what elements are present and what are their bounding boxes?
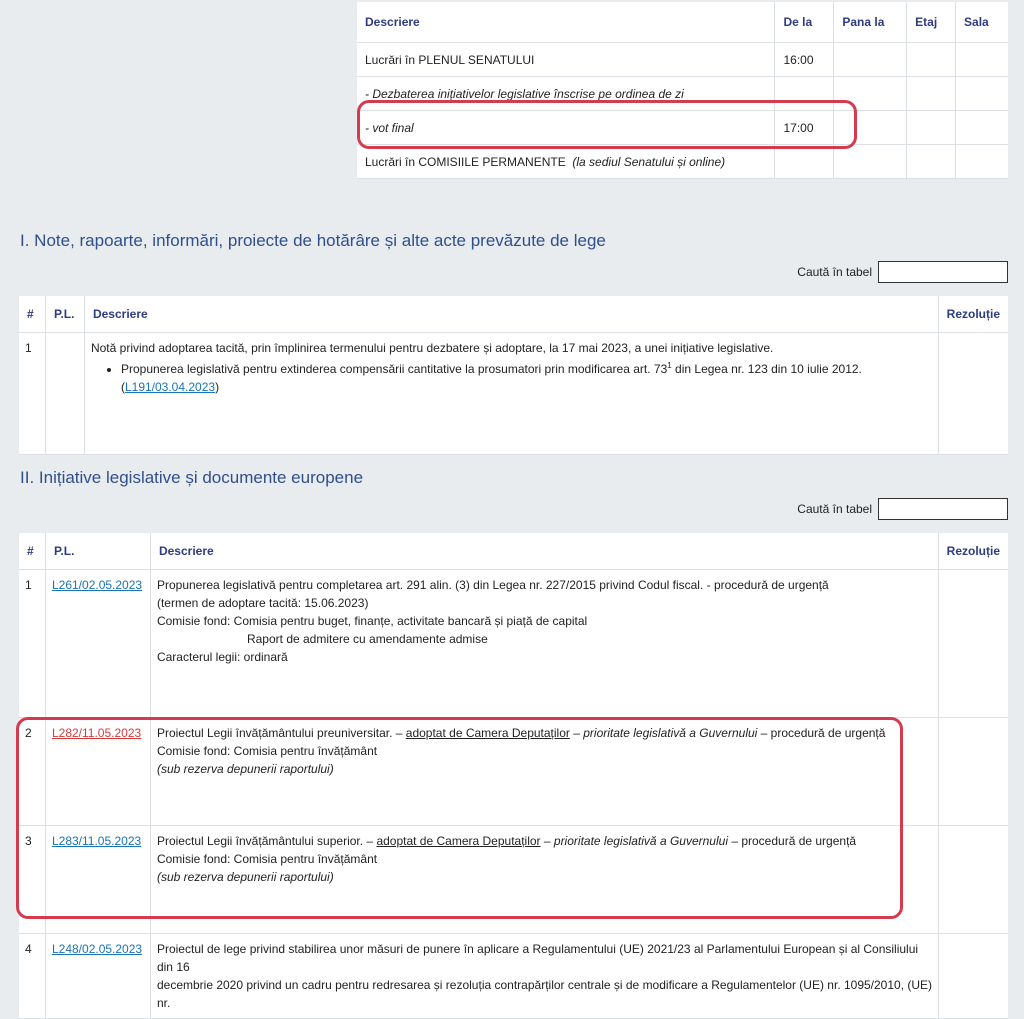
col-descriere: Descriere (84, 296, 938, 333)
row-num: 1 (19, 570, 45, 718)
section-1-title: I. Note, rapoarte, informări, proiecte de hotărâre și alte acte prevăzute de lege (20, 231, 606, 250)
desc-line: Propunerea legislativă pentru completarea art. 291 alin. (3) din Legea nr. 227/2015 privind Codul fiscal. - procedură de urgență (156, 578, 829, 592)
desc-text: – (540, 834, 554, 848)
schedule-header-row (357, 2, 1008, 43)
note-text: Notă privind adoptarea tacită, prin împlinirea termenului pentru dezbatere și adoptare, la 17 mai 2023, a unei inițiative legislative. (90, 341, 774, 355)
schedule-row (357, 111, 1008, 145)
desc-line: Comisie fond: Comisia pentru învățământ (156, 744, 378, 758)
row-num: 2 (19, 718, 45, 826)
schedule-from (775, 77, 834, 111)
adopted-link[interactable]: adoptat de Camera Deputaților (376, 834, 541, 848)
table-row (19, 934, 1008, 1019)
row-desc (150, 826, 938, 934)
col-de-la: De la (775, 2, 834, 43)
schedule-row (357, 145, 1008, 179)
table-row (19, 333, 1008, 455)
superscript: 1 (667, 361, 672, 370)
table-row (19, 570, 1008, 718)
search-input[interactable] (878, 261, 1008, 283)
schedule-from: 16:00 (775, 43, 834, 77)
section-1-table (19, 296, 1008, 455)
section-2-table (19, 533, 1008, 1019)
schedule-desc: Lucrări în PLENUL SENATULUI (357, 43, 775, 77)
row-desc (150, 718, 938, 826)
col-etaj: Etaj (907, 2, 956, 43)
search-label: Caută în tabel (797, 502, 872, 516)
desc-line: Comisie fond: Comisia pentru buget, finanțe, activitate bancară și piață de capital (156, 614, 588, 628)
desc-line: decembrie 2020 privind un cadru pentru redresarea și rezoluția contrapărților centrale și de modificare a Regulamentelor (UE) nr. 1095/2010, (UE) nr. (156, 978, 933, 1010)
col-pana-la: Pana la (834, 2, 907, 43)
desc-text: – procedură de urgență (757, 726, 886, 740)
row-desc (150, 570, 938, 718)
col-rezolutie: Rezoluție (938, 533, 1008, 570)
note-list (91, 357, 934, 396)
pl-link[interactable]: L261/02.05.2023 (51, 578, 143, 592)
section-1-search (797, 261, 1008, 283)
pl-link[interactable]: L283/11.05.2023 (51, 834, 142, 848)
pl-link[interactable]: L282/11.05.2023 (51, 726, 142, 740)
schedule-row (357, 77, 1008, 111)
schedule-from (775, 145, 834, 179)
desc-text: – procedură de urgență (727, 834, 857, 848)
col-descriere: Descriere (357, 2, 775, 43)
row-num: 4 (19, 934, 45, 1019)
adopted-link[interactable]: adoptat de Camera Deputaților (405, 726, 570, 740)
desc-line (157, 724, 934, 742)
schedule-table (357, 2, 1008, 179)
desc-line: Caracterul legii: ordinară (156, 650, 288, 664)
desc-line: (sub rezerva depunerii raportului) (156, 762, 334, 776)
col-descriere: Descriere (150, 533, 938, 570)
desc-line: (sub rezerva depunerii raportului) (156, 870, 334, 884)
search-input[interactable] (878, 498, 1008, 520)
schedule-desc-text: Lucrări în COMISIILE PERMANENTE (365, 154, 566, 169)
priority-text: prioritate legislativă a Guvernului (583, 726, 758, 740)
schedule-desc (357, 145, 775, 179)
col-pl: P.L. (45, 296, 84, 333)
section-2-title: II. Inițiative legislative și documente europene (20, 468, 364, 487)
col-pl: P.L. (45, 533, 150, 570)
table-header-row (19, 533, 1008, 570)
table-header-row (19, 296, 1008, 333)
row-desc (84, 333, 938, 455)
table-row (19, 826, 1008, 934)
section-2-search (797, 498, 1008, 520)
col-num: # (19, 296, 45, 333)
list-item: • Propunerea legislativă pentru extinderea compensării cantitative la prosumatori prin modificarea art. $73^1$ din Legea nr. 123 din 10 iulie 2012. (L191/03.04.2023) (121, 357, 934, 396)
row-num: 1 (19, 333, 45, 455)
pl-link[interactable]: L248/02.05.2023 (51, 942, 143, 956)
desc-text: Proiectul Legii învățământului superior. – (156, 834, 377, 848)
col-rezolutie: Rezoluție (938, 296, 1008, 333)
desc-line: Raport de admitere cu amendamente admise (246, 632, 488, 646)
row-num: 3 (19, 826, 45, 934)
schedule-row (357, 43, 1008, 77)
col-num: # (19, 533, 45, 570)
table-row (19, 718, 1008, 826)
schedule-desc-note: (la sediul Senatului și online) (572, 154, 726, 169)
col-sala: Sala (956, 2, 1008, 43)
desc-line: (termen de adoptare tacită: 15.06.2023) (156, 596, 369, 610)
desc-line: Comisie fond: Comisia pentru învățământ (156, 852, 378, 866)
schedule-desc: - vot final (357, 111, 775, 145)
desc-text: – (569, 726, 584, 740)
search-label: Caută în tabel (797, 265, 872, 279)
bullet-text: Propunerea legislativă pentru extinderea compensării cantitative la prosumatori prin modificarea art. 73 (120, 362, 668, 376)
desc-text: Proiectul Legii învățământului preuniversitar. – (156, 726, 406, 740)
desc-line (157, 832, 934, 850)
desc-line: Proiectul de lege privind stabilirea unor măsuri de punere în aplicare a Regulamentului (UE) 2021/23 al Parlamentului European și al Consiliului din 16 (156, 942, 919, 974)
schedule-desc: - Dezbaterea inițiativelor legislative înscrise pe ordinea de zi (357, 77, 775, 111)
priority-text: prioritate legislativă a Guvernului (553, 834, 728, 848)
bullet-tail: din Legea nr. 123 din 10 iulie 2012. (671, 362, 862, 376)
schedule-from: 17:00 (775, 111, 834, 145)
pl-link[interactable]: L191/03.04.2023 (124, 380, 216, 394)
row-desc (150, 934, 938, 1019)
